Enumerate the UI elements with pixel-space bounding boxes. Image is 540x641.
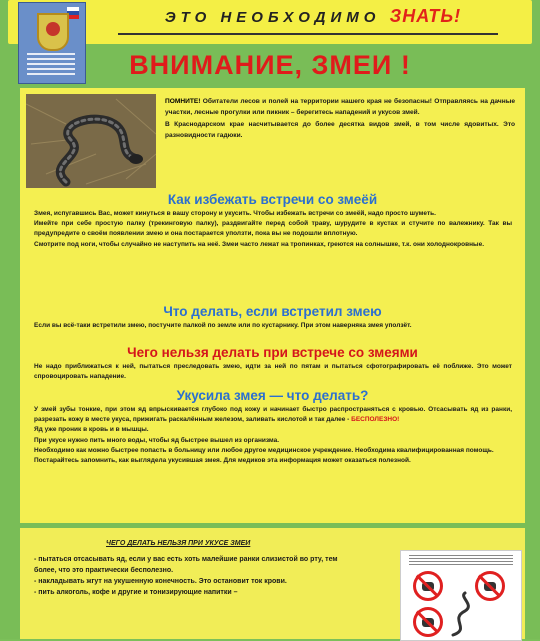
heading-avoid: Как избежать встречи со змеёй [167, 192, 378, 207]
no-cutting-icon [475, 571, 505, 601]
bitten-text [34, 405, 512, 466]
lead-paragraph-2: В Краснодарском крае насчитывается до более десятка видов змей, в том числе ядовитых. Это разновидности гадюки. [165, 121, 515, 139]
avoid-paragraph-2: Имейте при себе простую палку (трекинговую палку), раздвигайте перед собой траву, шурудите в кустах и стучите по валежнику. Так вы предупредите о своём появлении змею и она постарается уползти, пока вы не подошли вплотную. [34, 220, 512, 238]
prohibition-signs-image [400, 550, 522, 641]
lead-text [165, 97, 515, 141]
avoid-paragraph-3: Смотрите под ноги, чтобы случайно не наступить на неё. Змеи часто лежат на тропинках, греются на солнышке, т.к. они холоднокровные. [34, 240, 484, 248]
avoid-paragraph-1: Змея, испугавшись Вас, может кинуться в вашу сторону и укусить. Чтобы избежать встречи со змеёй, надо просто шуметь. [34, 210, 436, 217]
useless-warning: БЕСПОЛЕЗНО! [351, 416, 400, 424]
bite-dont-item: - пытаться отсасывать яд, если у вас есть хоть малейшие ранки слизистой во рту, тем более, что это практически бесполезно. [34, 556, 338, 574]
bitten-paragraph-2: Яд уже проник в кровь и в мышцы. [34, 426, 149, 434]
header-underline [118, 33, 498, 35]
snake-icon [447, 589, 475, 639]
header-text [108, 6, 518, 27]
page-title: ВНИМАНИЕ, ЗМЕИ ! [129, 50, 411, 80]
dont-paragraph: Не надо приближаться к ней, пытаться преследовать змею, идти за ней по пятам и пытаться сфотографировать её поближе. Это может спровоцировать нападение. [34, 363, 512, 381]
bite-donts-list [34, 554, 342, 598]
met-paragraph: Если вы всё-таки встретили змею, постучите палкой по земле или по кустарнику. При этом навернякa змея уползёт. [34, 322, 412, 329]
snake-photo-illustration [26, 94, 156, 188]
bite-dont-item: - пить алкоголь, кофе и другие и тонизирующие напитки – [34, 589, 238, 596]
snake-photo [26, 94, 156, 188]
lead-p1-text: Обитатели лесов и полей на территории нашего края не безопасны! Отправляясь на дачные участки, лесные прогулки или пикник – берегитесь нападений и укусов змей. [165, 98, 515, 116]
no-tourniquet-icon [413, 571, 443, 601]
remember-label: ПОМНИТЕ! [165, 98, 201, 105]
bitten-paragraph-5: Постарайтесь запомнить, как выглядела укусившая змея. Для медиков эта информация может оказаться полезной. [34, 457, 411, 465]
header-text-main: ЭТО НЕОБХОДИМО [164, 9, 381, 26]
bite-donts-panel [20, 528, 525, 639]
heading-bitten: Укусила змея — что делать? [176, 388, 369, 403]
bitten-paragraph-4: Необходимо как можно быстрее попасть в больницу или любое другое медицинское учреждение. Необходима квалифицированная помощь. [34, 446, 494, 454]
bitten-p1-text: У змей зубы тонкие, при этом яд впрыскивается глубоко под кожу и начинает быстро распространяться с кровью. Отсасывать яд из ранки, разрезать кожу в месте укуса, прижигать раскалённым железом, заливать кислотой и так далее - [34, 406, 512, 424]
avoid-text [34, 209, 512, 250]
main-card [20, 88, 525, 523]
poster-caption-lines [409, 555, 513, 565]
bite-donts-title: ЧЕГО ДЕЛАТЬ НЕЛЬЗЯ ПРИ УКУСЕ ЗМЕИ [106, 540, 251, 547]
bitten-paragraph-1 [34, 405, 512, 425]
no-alcohol-icon [413, 607, 443, 637]
bite-dont-item: - накладывать жгут на укушенную конечность. Это остановит ток крови. [34, 578, 287, 585]
lead-paragraph-1 [165, 97, 515, 118]
header-banner [8, 0, 532, 44]
header-text-accent: ЗНАТЬ! [389, 6, 462, 26]
heading-dont: Чего нельзя делать при встрече со змеями [127, 345, 418, 360]
coat-of-arms-icon [37, 13, 69, 51]
bitten-paragraph-3: При укусе нужно пить много воды, чтобы яд быстрее вышел из организма. [34, 436, 280, 444]
heading-met: Что делать, если встретил змею [163, 304, 382, 319]
